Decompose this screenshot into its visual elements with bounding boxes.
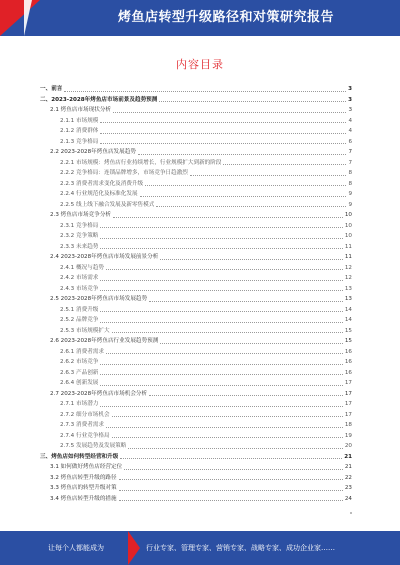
toc-entry-title: 2.2.5 线上线下融合发展及新零售模式 [60, 201, 155, 208]
toc-leader-dots [113, 111, 346, 113]
toc-entry-title: 2.3.1 竞争格局 [60, 222, 99, 229]
toc-entry[interactable] [40, 315, 352, 326]
toc-leader-dots [106, 426, 343, 428]
toc-entry-page: 14 [344, 317, 352, 323]
toc-entry[interactable] [40, 336, 352, 347]
toc-entry[interactable] [40, 399, 352, 410]
toc-entry-title: 2.1.3 竞争格局 [60, 138, 99, 145]
toc-entry-page: 24 [344, 495, 352, 502]
toc-entry-title: 2.4.3 市场竞争 [60, 285, 99, 292]
toc-entry-title: 2.5.3 市场规模扩大 [60, 327, 110, 334]
toc-entry-page: 16 [344, 348, 352, 355]
toc-leader-dots [160, 342, 343, 344]
toc-entry-title: 3.2 烤鱼店转型升级的路径 [50, 474, 117, 481]
header-banner [0, 0, 400, 36]
toc-leader-dots [113, 216, 343, 218]
toc-entry[interactable] [40, 441, 352, 452]
toc-entry[interactable] [40, 116, 352, 127]
footer-banner [0, 531, 400, 565]
toc-heading: 内容目录 [176, 58, 224, 71]
toc-entry-page: 13 [344, 285, 352, 292]
toc-entry-title: 2.1 烤鱼店市场现状分析 [50, 107, 112, 113]
toc-entry-page: 10 [344, 212, 352, 218]
toc-entry-page: 13 [344, 296, 352, 302]
toc-leader-dots [120, 457, 342, 459]
toc-entry[interactable] [40, 305, 352, 316]
toc-entry[interactable] [40, 273, 352, 284]
toc-entry-title: 2.6.3 产品创新 [60, 369, 99, 376]
toc-entry[interactable] [40, 483, 352, 494]
page-marker [350, 512, 352, 514]
toc-leader-dots [159, 100, 346, 102]
toc-leader-dots [160, 258, 343, 260]
toc-entry[interactable] [40, 221, 352, 232]
toc-entry-title: 3.4 烤鱼店转型升级的措施 [50, 495, 117, 502]
toc-leader-dots [138, 153, 347, 155]
toc-entry-title: 2.5.2 品牌竞争 [60, 317, 99, 323]
toc-entry-title: 2.2 2023-2028年烤鱼店发展趋势 [50, 149, 136, 155]
toc-entry[interactable] [40, 158, 352, 169]
toc-entry[interactable] [40, 452, 352, 463]
toc-entry-page: 21 [344, 453, 352, 460]
footer-arrow-icon [128, 531, 140, 565]
toc-entry[interactable] [40, 357, 352, 368]
toc-leader-dots [106, 352, 343, 354]
toc-entry-title: 2.1.2 消费群体 [60, 128, 99, 134]
toc-leader-dots [100, 289, 342, 291]
toc-entry-title: 三、烤鱼店如何转型经营和升级 [40, 453, 119, 460]
toc-entry[interactable] [40, 294, 352, 305]
toc-entry[interactable] [40, 210, 352, 221]
toc-entry-title: 2.7 2023-2028年烤鱼店市场机会分析 [50, 390, 148, 397]
toc-entry-title: 2.2.4 行业规范化及标准化发展 [60, 191, 138, 197]
toc-entry-title: 2.7.2 细分市场机会 [60, 411, 110, 418]
toc-entry[interactable] [40, 410, 352, 421]
toc-entry-title: 2.3.3 未来趋势 [60, 243, 99, 250]
toc-leader-dots [100, 405, 342, 407]
table-of-contents [40, 84, 352, 504]
toc-leader-dots [100, 247, 342, 249]
toc-entry-page: 22 [344, 474, 352, 481]
toc-entry-page: 20 [344, 443, 352, 449]
toc-leader-dots [119, 478, 343, 480]
toc-entry-page: 17 [344, 411, 352, 418]
toc-entry-title: 2.4 2023-2028年烤鱼店市场发展前景分析 [50, 254, 159, 260]
toc-leader-dots [128, 447, 343, 449]
toc-entry-page: 10 [344, 233, 352, 239]
toc-leader-dots [112, 415, 343, 417]
toc-entry[interactable] [40, 462, 352, 473]
toc-leader-dots [119, 489, 343, 491]
toc-leader-dots [100, 237, 342, 239]
toc-entry-title: 2.4.1 概况与趋势 [60, 264, 104, 271]
toc-entry-title: 2.7.4 行业竞争格局 [60, 432, 110, 439]
toc-leader-dots [156, 205, 346, 207]
header-white-stripe [24, 0, 32, 36]
toc-entry[interactable] [40, 347, 352, 358]
toc-entry-page: 15 [344, 327, 352, 334]
toc-entry-title: 2.3 烤鱼店市场竞争分析 [50, 212, 112, 218]
toc-leader-dots [112, 331, 343, 333]
toc-entry-title: 二、2023-2028年烤鱼店市场前景及趋势预测 [40, 96, 158, 103]
toc-entry[interactable] [40, 378, 352, 389]
toc-entry-page: 8 [348, 180, 352, 187]
footer-slogan-right: 行业专家、管理专家、营销专家、战略专家、成功企业家…… [146, 544, 335, 552]
toc-entry[interactable] [40, 168, 352, 179]
toc-entry[interactable] [40, 147, 352, 158]
toc-leader-dots [223, 163, 346, 165]
toc-entry-page: 16 [344, 359, 352, 365]
toc-leader-dots [100, 363, 342, 365]
toc-leader-dots [100, 121, 346, 123]
toc-leader-dots [100, 142, 346, 144]
toc-entry-title: 2.7.3 消费者需求 [60, 422, 104, 428]
toc-entry[interactable] [40, 179, 352, 190]
toc-entry[interactable] [40, 494, 352, 505]
toc-entry-title: 2.6 2023-2028年烤鱼店行业发展趋势预测 [50, 338, 159, 344]
toc-entry[interactable] [40, 326, 352, 337]
toc-entry[interactable] [40, 231, 352, 242]
toc-entry-page: 9 [348, 191, 352, 197]
toc-entry-page: 6 [348, 138, 352, 145]
toc-entry-page: 17 [344, 401, 352, 407]
toc-entry-title: 2.6.4 创新发展 [60, 380, 99, 386]
toc-entry-page: 4 [348, 117, 352, 124]
toc-entry[interactable] [40, 263, 352, 274]
toc-leader-dots [100, 132, 346, 134]
toc-entry-title: 2.6.1 消费者需求 [60, 348, 104, 355]
toc-leader-dots [145, 184, 346, 186]
toc-entry-page: 16 [344, 369, 352, 376]
toc-entry-page: 12 [344, 264, 352, 271]
toc-entry-page: 3 [348, 86, 352, 92]
footer-slogan-left: 让每个人都能成为 [48, 544, 104, 552]
toc-entry-page: 3 [348, 96, 352, 103]
toc-entry-title: 2.6.2 市场竞争 [60, 359, 99, 365]
toc-leader-dots [100, 279, 342, 281]
toc-entry[interactable] [40, 95, 352, 106]
toc-entry-page: 7 [348, 159, 352, 166]
toc-leader-dots [106, 268, 343, 270]
toc-entry-page: 19 [344, 432, 352, 439]
toc-leader-dots [100, 384, 342, 386]
toc-entry[interactable] [40, 473, 352, 484]
toc-entry[interactable] [40, 84, 352, 95]
toc-entry[interactable] [40, 431, 352, 442]
toc-entry-page: 10 [344, 222, 352, 229]
toc-entry-page: 21 [344, 464, 352, 470]
toc-leader-dots [100, 373, 342, 375]
toc-entry-page: 9 [348, 201, 352, 208]
toc-entry-title: 2.5 2023-2028年烤鱼店市场发展趋势 [50, 296, 148, 302]
report-title: 烤鱼店转型升级路径和对策研究报告 [117, 10, 334, 25]
toc-leader-dots [149, 300, 343, 302]
toc-leader-dots [100, 321, 342, 323]
toc-entry[interactable] [40, 420, 352, 431]
toc-entry-page: 7 [348, 149, 352, 155]
header-red-wedge [0, 0, 40, 36]
toc-entry[interactable] [40, 189, 352, 200]
toc-entry-page: 8 [348, 170, 352, 176]
toc-entry-page: 12 [344, 275, 352, 281]
toc-entry[interactable] [40, 242, 352, 253]
toc-leader-dots [124, 468, 343, 470]
toc-entry[interactable] [40, 252, 352, 263]
toc-leader-dots [100, 310, 342, 312]
toc-entry[interactable] [40, 137, 352, 148]
toc-leader-dots [140, 195, 347, 197]
toc-entry[interactable] [40, 389, 352, 400]
toc-entry[interactable] [40, 368, 352, 379]
toc-entry-title: 3.1 如何做好烤鱼店经营定位 [50, 464, 123, 470]
toc-entry-title: 2.7.5 发展趋势及发展策略 [60, 443, 127, 449]
toc-entry[interactable] [40, 200, 352, 211]
toc-entry-page: 17 [344, 390, 352, 397]
toc-entry-title: 3.3 烤鱼店的转型升级对策 [50, 485, 117, 491]
toc-entry-page: 18 [344, 422, 352, 428]
toc-entry[interactable] [40, 126, 352, 137]
toc-entry[interactable] [40, 105, 352, 116]
toc-entry-title: 一、前言 [40, 86, 63, 92]
toc-entry-title: 2.2.2 竞争格局：连锁品牌增多，市场竞争日趋激烈 [60, 170, 188, 176]
toc-entry-title: 2.2.1 市场规模：烤鱼店行业持续增长，行业规模扩大到新的阶段 [60, 159, 222, 166]
toc-entry-title: 2.5.1 消费升级 [60, 306, 99, 313]
toc-leader-dots [64, 90, 346, 92]
toc-leader-dots [190, 174, 347, 176]
toc-leader-dots [100, 226, 342, 228]
toc-entry[interactable] [40, 284, 352, 295]
toc-entry-title: 2.3.2 竞争策略 [60, 233, 99, 239]
toc-entry-page: 11 [344, 254, 352, 260]
toc-entry-title: 2.1.1 市场规模 [60, 117, 99, 124]
toc-leader-dots [112, 436, 343, 438]
toc-entry-page: 11 [344, 243, 352, 250]
toc-entry-page: 14 [344, 306, 352, 313]
toc-leader-dots [149, 394, 343, 396]
toc-entry-title: 2.7.1 市场潜力 [60, 401, 99, 407]
toc-entry-title: 2.2.3 消费者需求变化及消费升级 [60, 180, 144, 187]
toc-entry-page: 15 [344, 338, 352, 344]
toc-entry-page: 3 [348, 107, 352, 113]
toc-leader-dots [119, 499, 343, 501]
toc-entry-page: 17 [344, 380, 352, 386]
toc-entry-page: 23 [344, 485, 352, 491]
toc-entry-title: 2.4.2 市场需求 [60, 275, 99, 281]
toc-entry-page: 4 [348, 128, 352, 134]
